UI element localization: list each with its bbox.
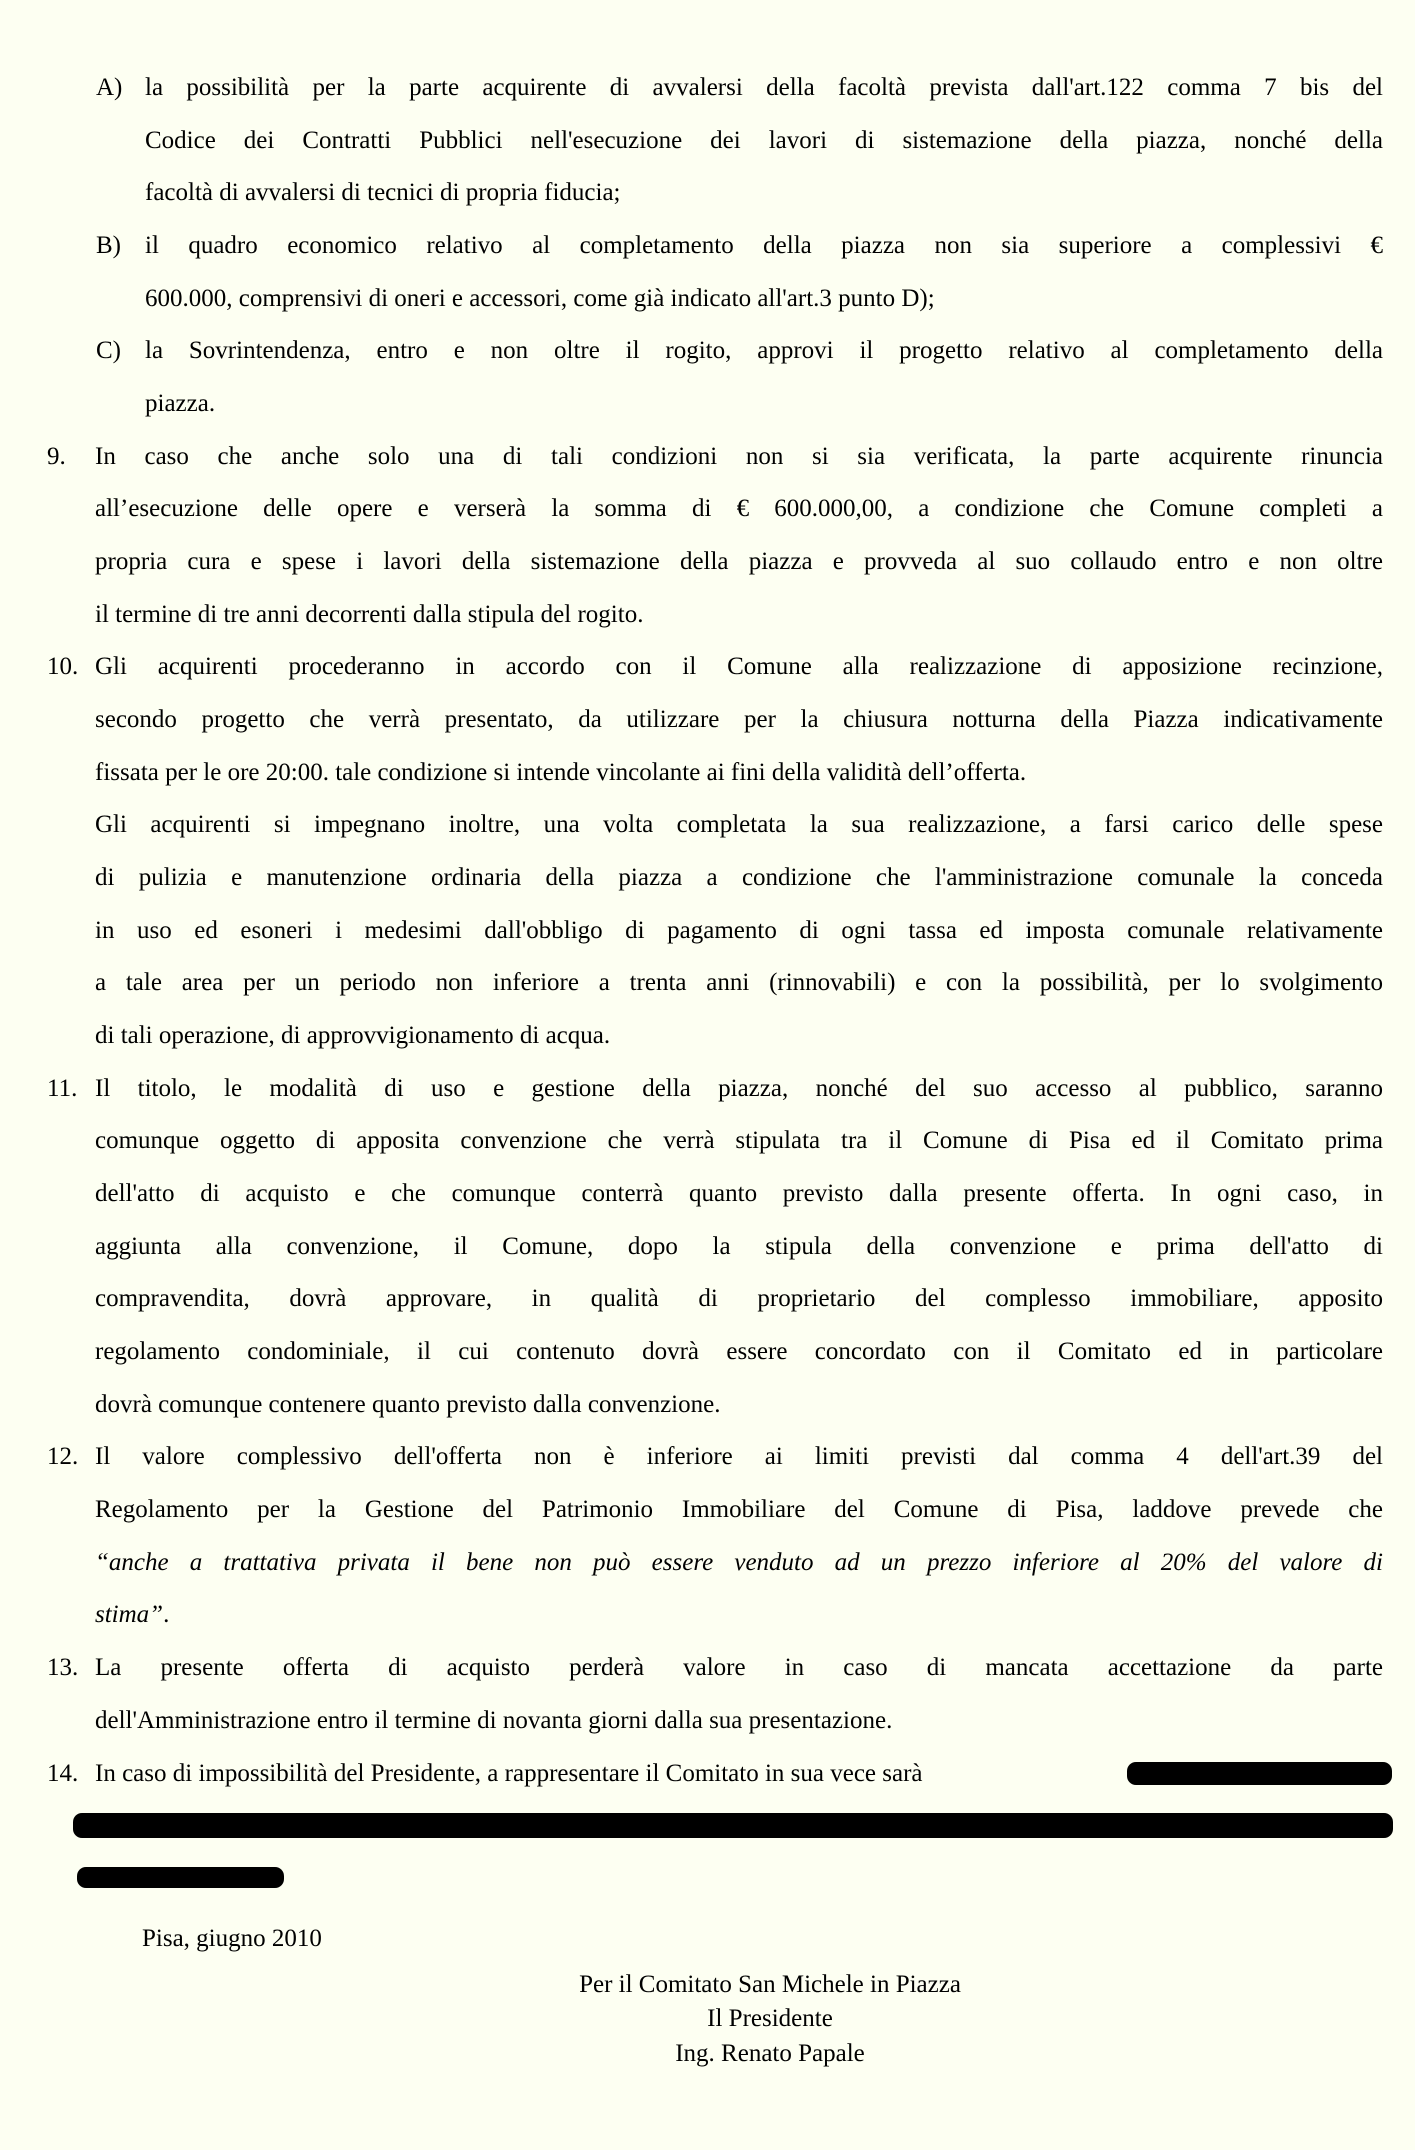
item-10-line-5: di pulizia e manutenzione ordinaria della piazza a condizione che l'amministrazione comunale la conceda [95, 864, 1383, 891]
item-12-marker: 12. [47, 1443, 79, 1470]
item-9-line-1: In caso che anche solo una di tali condizioni non si sia verificata, la parte acquirente rinuncia [95, 443, 1383, 470]
sub-item-marker-c: C) [96, 337, 121, 364]
place-date: Pisa, giugno 2010 [142, 1925, 322, 1952]
item-11-line-6: regolamento condominiale, il cui contenuto dovrà essere concordato con il Comitato ed in particolare [95, 1338, 1383, 1365]
item-13-marker: 13. [47, 1654, 79, 1681]
sub-item-marker-b: B) [96, 232, 121, 259]
signature-committee: Per il Comitato San Michele in Piazza [579, 1971, 961, 1998]
sub-item-marker-a: A) [96, 74, 123, 101]
item-10-line-3: fissata per le ore 20:00. tale condizione si intende vincolante ai fini della validità dell’offerta. [95, 759, 1027, 786]
sub-item-c-line-1: la Sovrintendenza, entro e non oltre il rogito, approvi il progetto relativo al completamento della [145, 337, 1383, 364]
signature-title: Il Presidente [707, 2005, 833, 2032]
item-10-line-2: secondo progetto che verrà presentato, da utilizzare per la chiusura notturna della Piazza indicativamente [95, 706, 1383, 733]
item-11-line-5: compravendita, dovrà approvare, in qualità di proprietario del complesso immobiliare, apposito [95, 1285, 1383, 1312]
item-13-line-2: dell'Amministrazione entro il termine di novanta giorni dalla sua presentazione. [95, 1707, 893, 1734]
item-10-line-8: di tali operazione, di approvvigionamento di acqua. [95, 1022, 611, 1049]
item-13-line-1: La presente offerta di acquisto perderà valore in caso di mancata accettazione da parte [95, 1654, 1383, 1681]
redaction-bar [73, 1813, 1393, 1838]
item-9-line-3: propria cura e spese i lavori della sistemazione della piazza e provveda al suo collaudo entro e non oltre [95, 548, 1383, 575]
redaction-bar [1127, 1762, 1392, 1785]
sub-item-b-line-2: 600.000, comprensivi di oneri e accessori, come già indicato all'art.3 punto D); [145, 285, 935, 312]
signature-name: Ing. Renato Papale [675, 2040, 865, 2067]
item-10-marker: 10. [47, 653, 79, 680]
item-14-line-1: In caso di impossibilità del Presidente, a rappresentare il Comitato in sua vece sarà [95, 1760, 923, 1787]
item-10-line-7: a tale area per un periodo non inferiore a trenta anni (rinnovabili) e con la possibilità, per lo svolgimento [95, 969, 1383, 996]
redaction-bar [77, 1867, 284, 1888]
item-11-line-4: aggiunta alla convenzione, il Comune, dopo la stipula della convenzione e prima dell'atto di [95, 1233, 1383, 1260]
item-11-marker: 11. [47, 1075, 78, 1102]
sub-item-a-line-1: la possibilità per la parte acquirente di avvalersi della facoltà prevista dall'art.122 comma 7 bis del [145, 74, 1383, 101]
item-11-line-2: comunque oggetto di apposita convenzione che verrà stipulata tra il Comune di Pisa ed il Comitato prima [95, 1127, 1383, 1154]
item-12-line-2: Regolamento per la Gestione del Patrimonio Immobiliare del Comune di Pisa, laddove prevede che [95, 1496, 1383, 1523]
item-12-quote-period: . [163, 1601, 170, 1628]
item-11-line-1: Il titolo, le modalità di uso e gestione della piazza, nonché del suo accesso al pubblico, saranno [95, 1075, 1383, 1102]
item-10-line-1: Gli acquirenti procederanno in accordo con il Comune alla realizzazione di apposizione recinzione, [95, 653, 1383, 680]
sub-item-c-line-2: piazza. [145, 390, 216, 417]
item-12-line-1: Il valore complessivo dell'offerta non è inferiore ai limiti previsti dal comma 4 dell'art.39 del [95, 1443, 1383, 1470]
sub-item-b-line-1: il quadro economico relativo al completamento della piazza non sia superiore a complessivi € [145, 232, 1383, 259]
item-14-marker: 14. [47, 1760, 79, 1787]
item-10-line-4: Gli acquirenti si impegnano inoltre, una volta completata la sua realizzazione, a farsi carico delle spese [95, 811, 1383, 838]
item-9-line-4: il termine di tre anni decorrenti dalla stipula del rogito. [95, 601, 644, 628]
item-10-line-6: in uso ed esoneri i medesimi dall'obbligo di pagamento di ogni tassa ed imposta comunale relativamente [95, 917, 1383, 944]
item-12-quote-end: stima” [95, 1601, 164, 1628]
sub-item-a-line-2: Codice dei Contratti Pubblici nell'esecuzione dei lavori di sistemazione della piazza, nonché della [145, 127, 1383, 154]
item-11-line-7: dovrà comunque contenere quanto previsto dalla convenzione. [95, 1391, 721, 1418]
sub-item-a-line-3: facoltà di avvalersi di tecnici di propria fiducia; [145, 179, 621, 206]
item-9-line-2: all’esecuzione delle opere e verserà la somma di € 600.000,00, a condizione che Comune completi a [95, 495, 1383, 522]
item-12-quote-line-1: “anche a trattativa privata il bene non può essere venduto ad un prezzo inferiore al 20% del valore di [95, 1549, 1383, 1576]
item-9-marker: 9. [47, 443, 66, 470]
item-12-quote-line-2 [95, 1600, 169, 1630]
item-11-line-3: dell'atto di acquisto e che comunque conterrà quanto previsto dalla presente offerta. In ogni caso, in [95, 1180, 1383, 1207]
